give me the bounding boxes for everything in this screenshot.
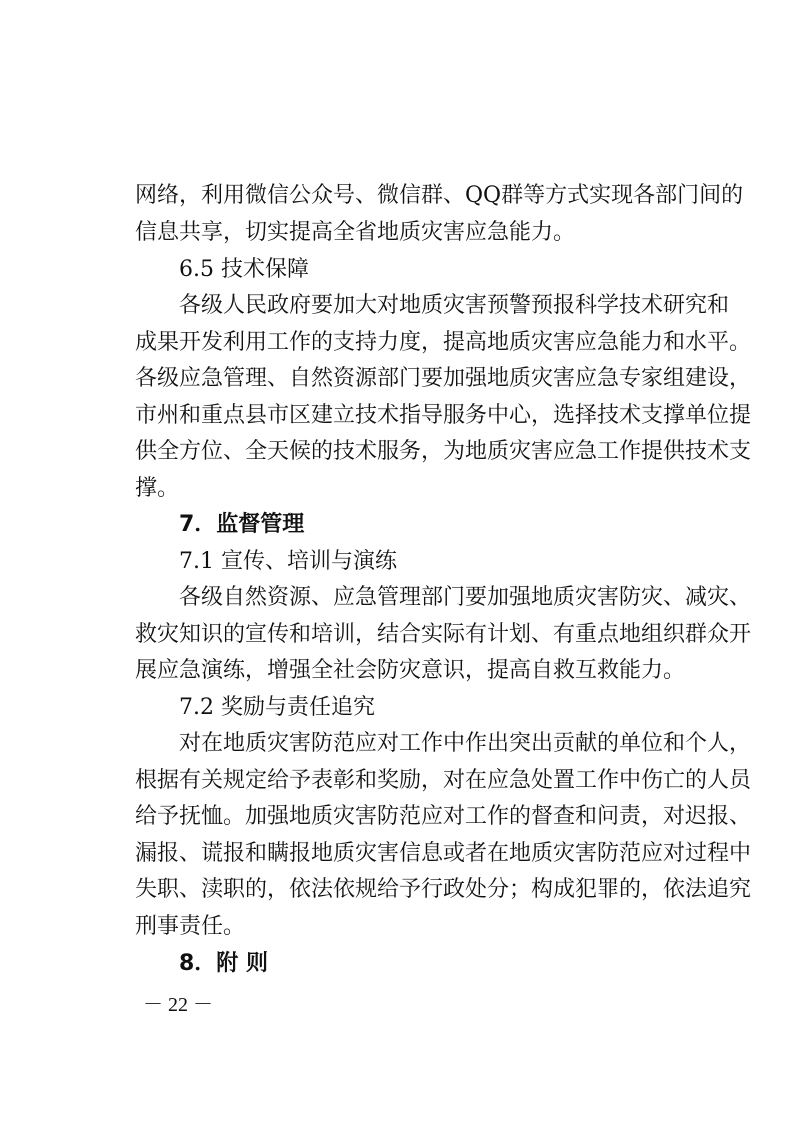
section-heading-7: 7．监督管理 <box>179 512 305 537</box>
paragraph-line: 各级自然资源、应急管理部门要加强地质灾害防灾、减灾、 <box>179 585 752 610</box>
paragraph-line: 救灾知识的宣传和培训，结合实际有计划、有重点地组织群众开 <box>135 622 752 647</box>
paragraph-line: 给予抚恤。加强地质灾害防范应对工作的督查和问责，对迟报、 <box>135 804 752 829</box>
paragraph-line: 信息共享，切实提高全省地质灾害应急能力。 <box>135 220 576 245</box>
paragraph-line: 供全方位、全天候的技术服务，为地质灾害应急工作提供技术支 <box>135 439 752 464</box>
paragraph-line: 成果开发利用工作的支持力度，提高地质灾害应急能力和水平。 <box>135 330 752 355</box>
paragraph-line: 失职、渎职的，依法依规给予行政处分；构成犯罪的，依法追究 <box>135 877 752 902</box>
paragraph-line: 根据有关规定给予表彰和奖励，对在应急处置工作中伤亡的人员 <box>135 768 752 793</box>
section-heading-7-1: 7.1 宣传、培训与演练 <box>179 549 397 574</box>
page-number: － 22 － <box>143 994 213 1016</box>
paragraph-line: 各级应急管理、自然资源部门要加强地质灾害应急专家组建设， <box>135 366 752 391</box>
paragraph-line: 漏报、谎报和瞒报地质灾害信息或者在地质灾害防范应对过程中 <box>135 841 752 866</box>
paragraph-line: 对在地质灾害防范应对工作中作出突出贡献的单位和个人， <box>179 731 752 756</box>
paragraph-line: 撑。 <box>135 476 180 501</box>
paragraph-line: 刑事责任。 <box>135 914 246 939</box>
paragraph-line: 网络，利用微信公众号、微信群、QQ群等方式实现各部门间的 <box>135 183 744 208</box>
section-heading-6-5: 6.5 技术保障 <box>179 257 309 282</box>
section-heading-7-2: 7.2 奖励与责任追究 <box>179 695 375 720</box>
paragraph-line: 展应急演练，增强全社会防灾意识，提高自救互救能力。 <box>135 658 686 683</box>
paragraph-line: 市州和重点县市区建立技术指导服务中心，选择技术支撑单位提 <box>135 403 752 428</box>
section-heading-8: 8．附 则 <box>179 951 268 976</box>
paragraph-line: 各级人民政府要加大对地质灾害预警预报科学技术研究和 <box>179 293 730 318</box>
